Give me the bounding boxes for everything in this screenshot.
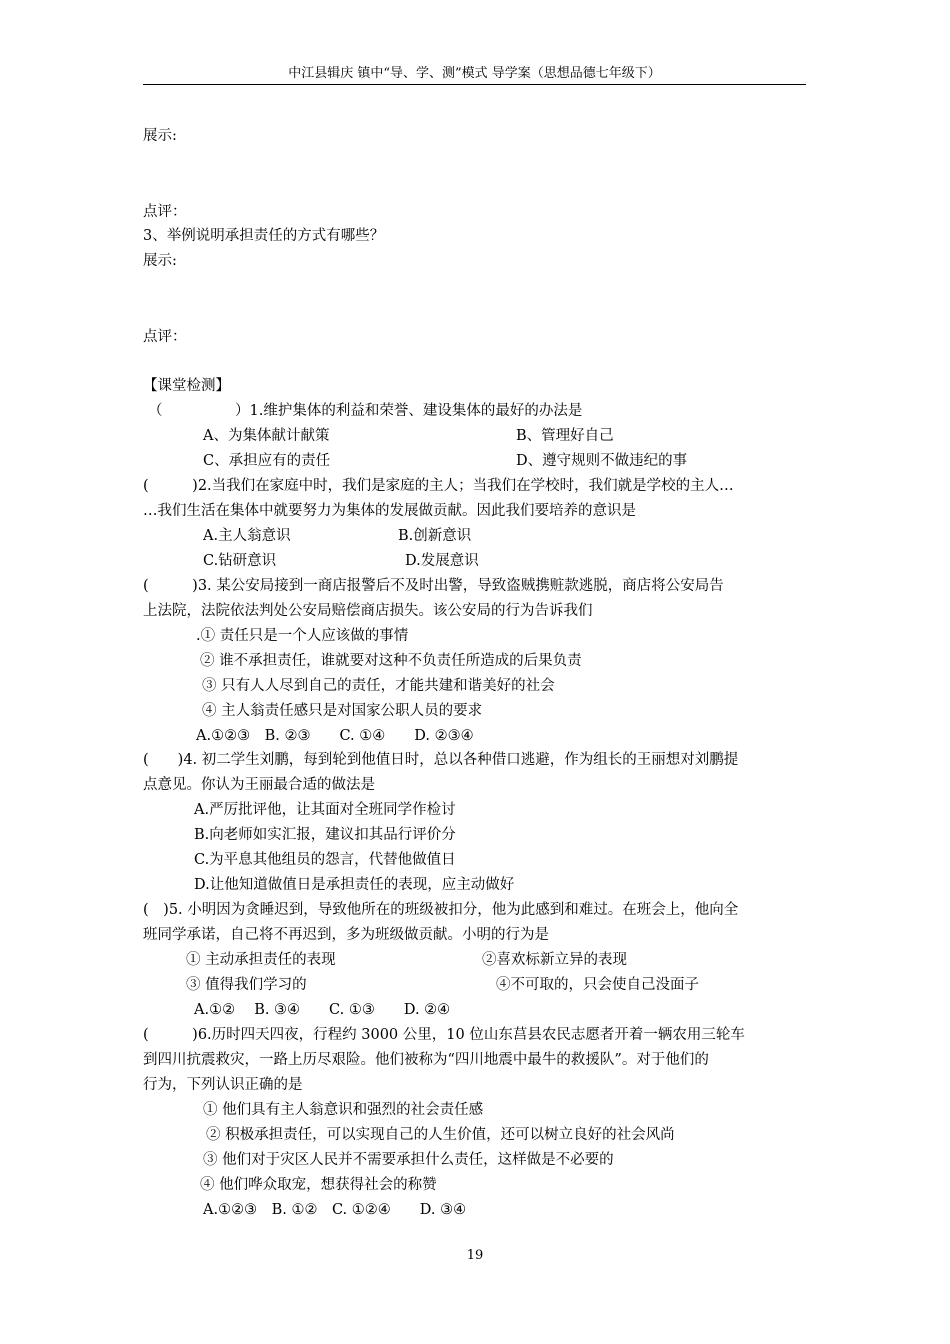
q4-option-c: C.为平息其他组员的怨言，代替他做值日 [194, 852, 456, 868]
q6-item-4: ④ 他们哗众取宠，想获得社会的称赞 [200, 1177, 437, 1193]
q2-option-c: C.钻研意识 [203, 553, 277, 569]
section-title: 【课堂检测】 [143, 378, 230, 394]
comment-label-1: 点评： [143, 204, 187, 220]
q6-stem-line-1: ( )6.历时四天四夜，行程约 3000 公里，10 位山东莒县农民志愿者开着一辆农用三轮车 [143, 1027, 745, 1043]
q3-item-3: ③ 只有人人尽到自己的责任，才能共建和谐美好的社会 [202, 678, 555, 694]
q5-stem-line-2: 班同学承诺，自己将不再迟到，多为班级做贡献。小明的行为是 [143, 927, 549, 943]
q1-stem: （ ）1.维护集体的利益和荣誉、建设集体的最好的办法是 [148, 403, 583, 419]
q4-stem-line-1: ( )4. 初二学生刘鹏，每到轮到他值日时，总以各种借口逃避，作为组长的王丽想对刘鹏提 [143, 752, 739, 768]
q4-option-a: A.严厉批评他，让其面对全班同学作检讨 [194, 802, 456, 818]
q1-option-b: B、管理好自己 [516, 428, 614, 444]
q3-answer-choices: A.①②③ B. ②③ C. ①④ D. ②③④ [196, 728, 474, 744]
q2-stem-line-1: ( )2.当我们在家庭中时，我们是家庭的主人；当我们在学校时，我们就是学校的主人… [143, 478, 734, 494]
q6-item-1: ① 他们具有主人翁意识和强烈的社会责任感 [203, 1102, 484, 1118]
q5-item-2: ②喜欢标新立异的表现 [482, 952, 627, 968]
q6-item-3: ③ 他们对于灾区人民并不需要承担什么责任，这样做是不必要的 [203, 1152, 614, 1168]
q2-stem-line-2: …我们生活在集体中就要努力为集体的发展做贡献。因此我们要培养的意识是 [143, 503, 636, 519]
q4-option-d: D.让他知道做值日是承担责任的表现，应主动做好 [194, 877, 515, 893]
q5-item-4: ④不可取的，只会使自己没面子 [496, 977, 699, 993]
q6-stem-line-3: 行为，下列认识正确的是 [143, 1077, 303, 1093]
q5-item-3: ③ 值得我们学习的 [186, 977, 307, 993]
q6-stem-line-2: 到四川抗震救灾，一路上历尽艰险。他们被称为“四川地震中最牛的救援队”。对于他们的 [143, 1052, 709, 1068]
q4-option-b: B.向老师如实汇报，建议扣其品行评价分 [194, 827, 456, 843]
q1-option-d: D、遵守规则不做违纪的事 [516, 453, 688, 469]
q3-stem-line-1: ( )3. 某公安局接到一商店报警后不及时出警，导致盗贼携赃款逃脱，商店将公安局告 [143, 578, 724, 594]
q2-option-d: D.发展意识 [405, 553, 479, 569]
q1-option-a: A、为集体献计献策 [203, 428, 330, 444]
show-label-2: 展示: [143, 253, 177, 269]
header-rule [143, 84, 806, 85]
q2-option-a: A.主人翁意识 [203, 528, 291, 544]
q1-option-c: C、承担应有的责任 [203, 453, 331, 469]
q3-stem-line-2: 上法院，法院依法判处公安局赔偿商店损失。该公安局的行为告诉我们 [143, 603, 593, 619]
q3-item-1: .① 责任只是一个人应该做的事情 [196, 628, 409, 644]
q6-answer-choices: A.①②③ B. ①② C. ①②④ D. ③④ [203, 1202, 467, 1218]
q5-item-1: ① 主动承担责任的表现 [186, 952, 336, 968]
q5-answer-choices: A.①② B. ③④ C. ①③ D. ②④ [194, 1002, 451, 1018]
q2-option-b: B.创新意识 [398, 528, 472, 544]
q3-item-4: ④ 主人翁责任感只是对国家公职人员的要求 [202, 703, 483, 719]
page-number: 19 [466, 1248, 484, 1263]
page-header: 中江县辑庆 镇中“导、学、测”模式 导学案（思想品德七年级下） [288, 66, 661, 81]
show-label-1: 展示: [143, 128, 177, 144]
comment-label-2: 点评： [143, 329, 187, 345]
q6-item-2: ② 积极承担责任，可以实现自己的人生价值，还可以树立良好的社会风尚 [206, 1127, 675, 1143]
q3-item-2: ② 谁不承担责任，谁就要对这种不负责任所造成的后果负责 [200, 653, 582, 669]
q5-stem-line-1: ( )5. 小明因为贪睡迟到，导致他所在的班级被扣分，他为此感到和难过。在班会上，他向全 [143, 902, 739, 918]
question-3-prompt: 3、举例说明承担责任的方式有哪些？ [143, 228, 385, 244]
q4-stem-line-2: 点意见。你认为王丽最合适的做法是 [143, 777, 375, 793]
